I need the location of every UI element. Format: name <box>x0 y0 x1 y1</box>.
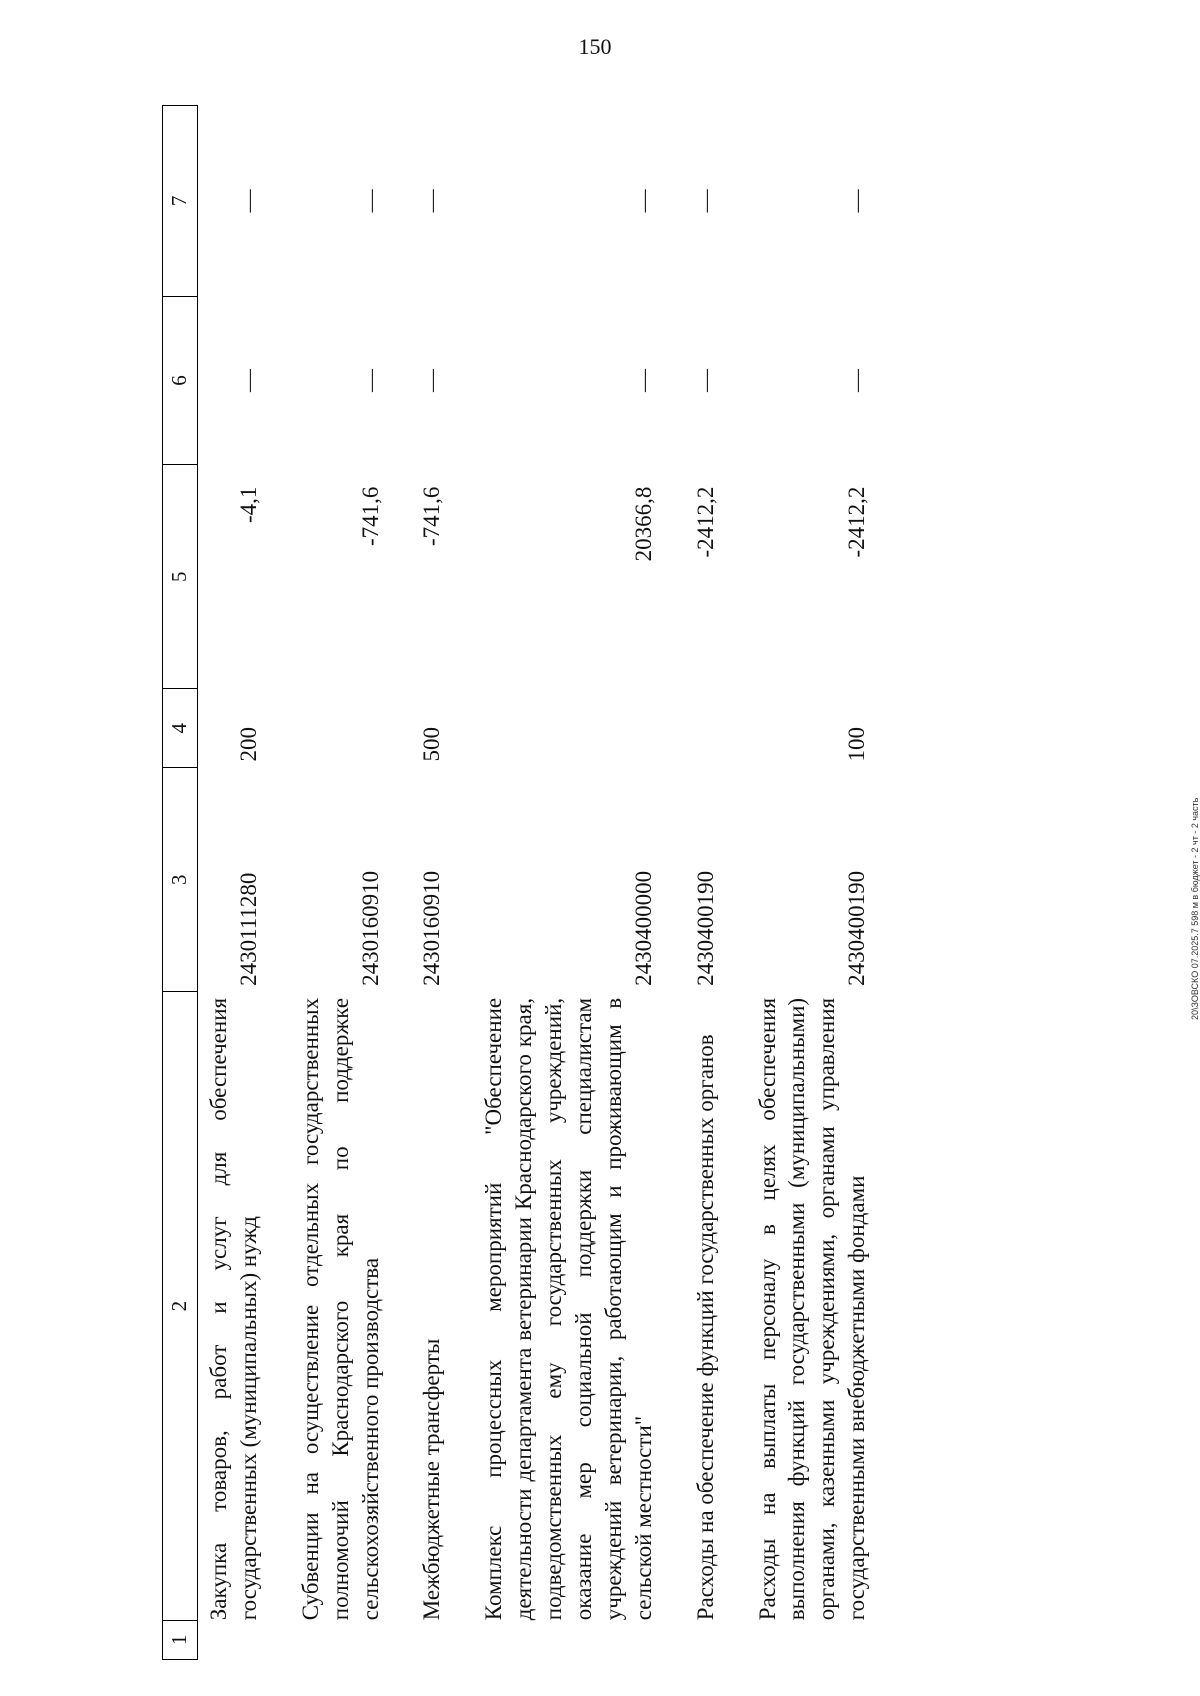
row-expense-type: 100 <box>844 727 870 762</box>
row-expense-type: 500 <box>419 727 445 762</box>
row-description: Субвенции на осуществление отдельных государственных полномочий Краснодарского края по поддержке сельскохозяйственного производства <box>297 997 383 1621</box>
row-expense-type <box>667 689 729 768</box>
row-col-6: — <box>235 368 261 392</box>
header-col-1: 1 <box>163 1620 198 1659</box>
row-col-7: — <box>692 189 718 213</box>
row-code: 2430111280 <box>235 872 261 986</box>
row-col-6: — <box>630 368 656 392</box>
row-col-7: — <box>844 189 870 213</box>
row-code: 2430400000 <box>630 870 656 986</box>
row-amount: -4,1 <box>235 486 261 524</box>
header-col-7: 7 <box>163 106 198 297</box>
row-col-1 <box>729 1620 881 1659</box>
table-row <box>667 106 729 1660</box>
row-amount: -2412,2 <box>692 486 718 558</box>
row-code: 2430400190 <box>844 870 870 986</box>
table-row <box>272 106 394 1660</box>
table-body <box>198 106 881 1660</box>
row-description: Расходы на обеспечение функций государственных органов <box>692 1034 718 1621</box>
header-col-6: 6 <box>163 296 198 464</box>
row-description: Комплекс процессных мероприятий "Обеспечение деятельности департамента ветеринарии Краснодарского края, подведомственных ему государственных учреждений, оказание мер социальной поддержки специалистам учреждений ветеринарии, работающим и проживающим в сельской местности" <box>481 997 656 1621</box>
row-description: Межбюджетные трансферты <box>419 1338 445 1621</box>
budget-table <box>162 105 880 1660</box>
header-col-4: 4 <box>163 689 198 768</box>
row-col-1 <box>198 1620 272 1659</box>
document-footer-note: 20\ЗОВСКО 07.2025.7 598 м в бюджет - 2 чт - 2 часть <box>1190 797 1200 1020</box>
row-amount: -2412,2 <box>844 486 870 558</box>
row-description: Расходы на выплаты персоналу в целях обеспечения выполнения функций государственными (муниципальными) органами, казенными учреждениями, органами управления государственными внебюджетными фондами <box>754 997 870 1621</box>
page-number: 150 <box>578 34 612 59</box>
header-row <box>163 106 198 1660</box>
row-code: 2430400190 <box>692 870 718 986</box>
row-col-1 <box>272 1620 394 1659</box>
row-amount: 20366,8 <box>630 486 656 562</box>
row-col-7: — <box>630 189 656 213</box>
row-code: 2430160910 <box>357 870 383 986</box>
row-code: 2430160910 <box>419 870 445 986</box>
row-description: Закупка товаров, работ и услуг для обеспечения государственных (муниципальных) нужд <box>206 997 261 1621</box>
row-expense-type <box>455 689 666 768</box>
row-col-7: — <box>419 189 445 213</box>
row-amount: -741,6 <box>357 486 383 547</box>
table-row <box>198 106 272 1660</box>
row-col-1 <box>455 1620 666 1659</box>
header-col-5: 5 <box>163 465 198 689</box>
row-col-7: — <box>357 189 383 213</box>
row-col-6: — <box>844 368 870 392</box>
row-col-6: — <box>357 368 383 392</box>
row-col-1 <box>667 1620 729 1659</box>
table-row <box>393 106 455 1660</box>
row-col-6: — <box>692 368 718 392</box>
row-expense-type <box>272 689 394 768</box>
table-row <box>455 106 666 1660</box>
table-row <box>729 106 881 1660</box>
budget-table-container <box>162 105 1042 1660</box>
header-col-2: 2 <box>163 992 198 1620</box>
table-header <box>163 106 198 1660</box>
row-expense-type: 200 <box>235 727 261 762</box>
row-col-1 <box>393 1620 455 1659</box>
row-col-6: — <box>419 368 445 392</box>
row-col-7: — <box>235 189 261 213</box>
header-col-3: 3 <box>163 768 198 992</box>
row-amount: -741,6 <box>419 486 445 547</box>
